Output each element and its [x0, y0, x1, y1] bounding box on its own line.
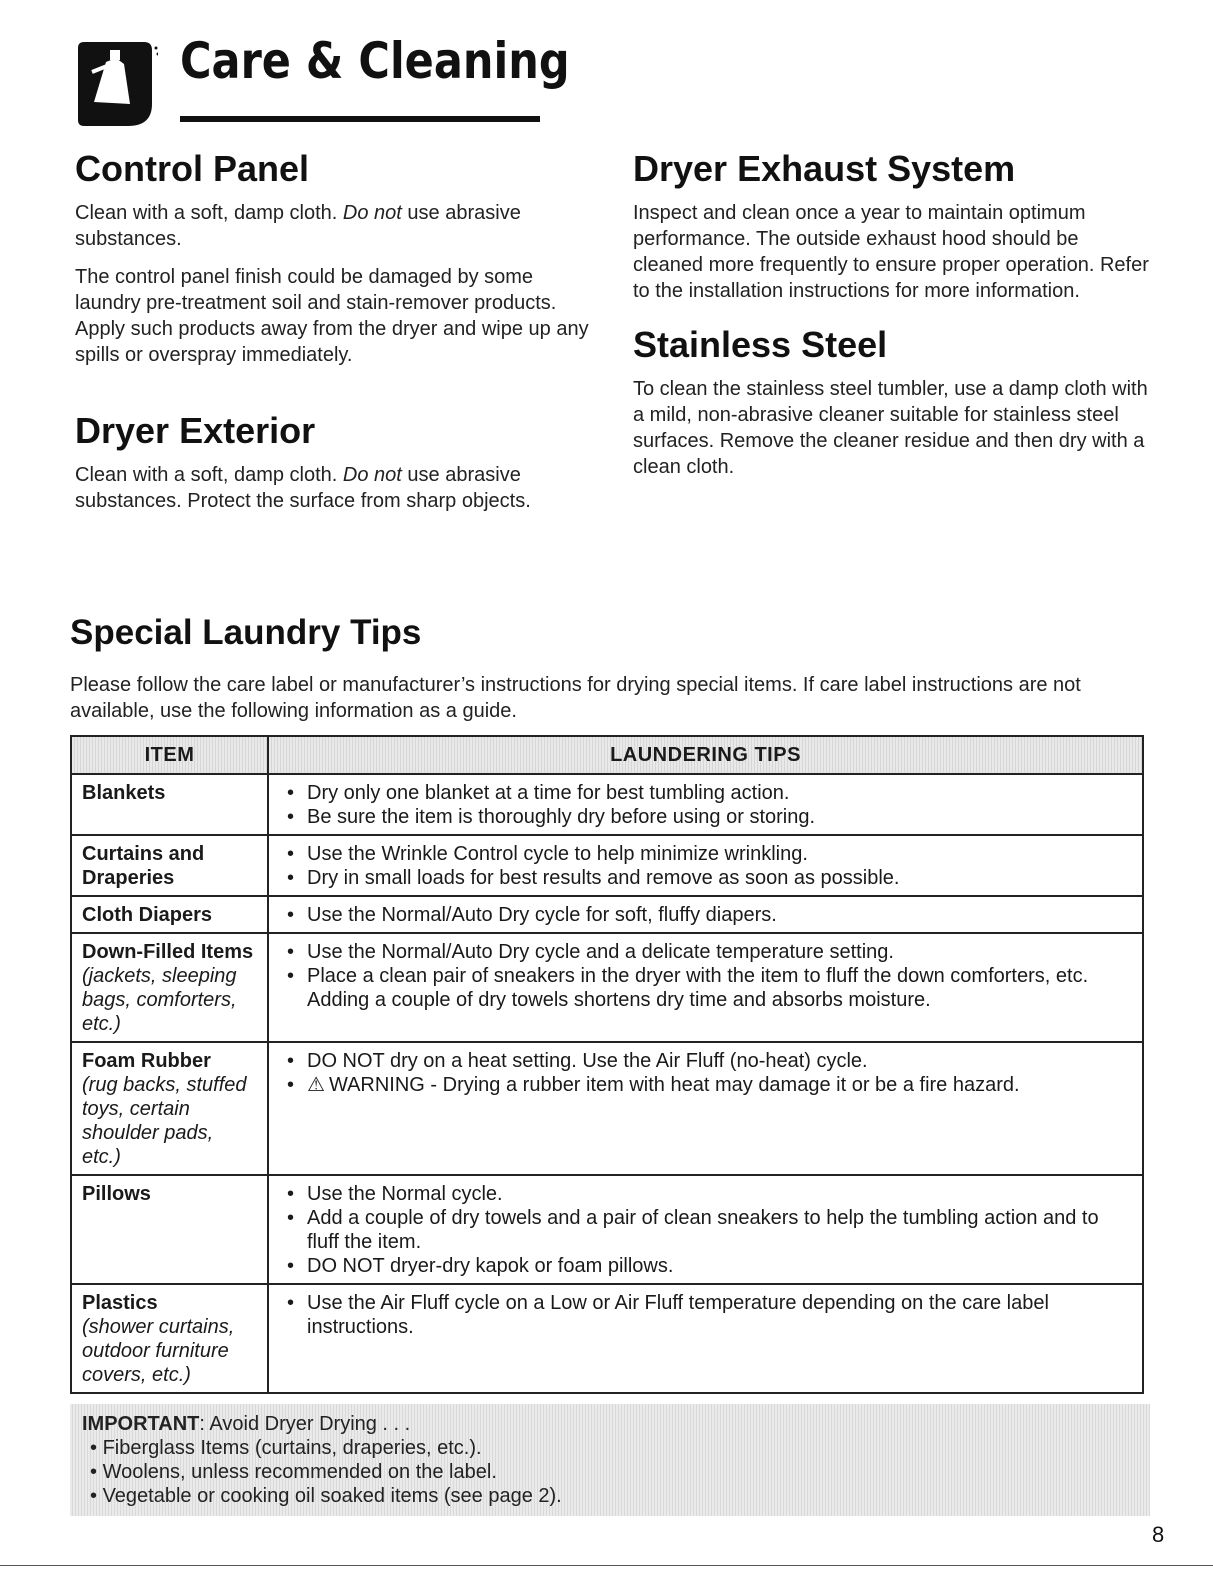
item-cell: [71, 896, 268, 933]
table-row: [71, 1042, 1143, 1175]
list-item: • Vegetable or cooking oil soaked items (see page 2).: [82, 1484, 1138, 1508]
item-note: (rug backs, stuffed toys, certain shoulder pads, etc.): [82, 1074, 247, 1168]
control-panel-heading: Control Panel: [75, 148, 310, 189]
list-item: [287, 1291, 1132, 1339]
tip-text: Use the Air Fluff cycle on a Low or Air Fluff temperature depending on the care label instructions.: [307, 1292, 1049, 1338]
stainless-steel-heading: Stainless Steel: [633, 323, 888, 365]
table-row: [71, 1284, 1143, 1393]
list-item: [287, 1182, 1132, 1206]
tip-text: Add a couple of dry towels and a pair of clean sneakers to help the tumbling action and to fluff the item.: [307, 1207, 1099, 1253]
page-title: Care & Cleaning: [180, 32, 570, 90]
item-name: Plastics: [82, 1292, 158, 1314]
item-name: Cloth Diapers: [82, 904, 213, 926]
tips-list: [279, 781, 1132, 829]
item-name: Curtains and Draperies: [82, 843, 205, 889]
list-item: [287, 805, 1132, 829]
control-panel-paragraph-2: The control panel finish could be damaged by some laundry pre-treatment soil and stain-remover products. Apply such products away from the dryer and wipe up any spills or overspray immediately.: [75, 265, 589, 366]
stainless-steel-paragraph: To clean the stainless steel tumbler, use a damp cloth with a mild, non-abrasive cleaner suitable for stainless steel surfaces. Remove the cleaner residue and then dry with a clean cloth.: [633, 377, 1148, 478]
item-name: Down-Filled Items: [82, 941, 254, 963]
list-item: [287, 940, 1132, 964]
list-item: [287, 1206, 1132, 1254]
item-name: Pillows: [82, 1183, 151, 1205]
tip-text: DO NOT dryer-dry kapok or foam pillows.: [307, 1255, 674, 1277]
list-item: [287, 903, 1132, 927]
bottom-divider: [0, 1565, 1213, 1566]
item-note: (jackets, sleeping bags, comforters, etc.): [82, 965, 237, 1035]
dryer-exhaust-paragraph: Inspect and clean once a year to maintain optimum performance. The outside exhaust hood should be cleaned more frequently to ensure proper operation. Refer to the installation instructions for more information.: [633, 201, 1149, 302]
special-tips-heading: Special Laundry Tips: [70, 613, 422, 652]
list-item: • Fiberglass Items (curtains, draperies, etc.).: [82, 1436, 1138, 1460]
tips-cell: [268, 835, 1143, 896]
item-cell: [71, 1284, 268, 1393]
tips-cell: [268, 774, 1143, 835]
spray-bottle-icon: [72, 42, 158, 128]
item-cell: [71, 1175, 268, 1284]
list-item: [287, 866, 1132, 890]
special-tips-intro: Please follow the care label or manufacturer’s instructions for drying special items. If care label instructions are not available, use the following information as a guide.: [70, 674, 1081, 722]
tips-cell: [268, 896, 1143, 933]
tip-text: Use the Normal cycle.: [307, 1183, 503, 1205]
tips-list: [279, 1291, 1132, 1339]
tips-cell: [268, 1042, 1143, 1175]
dryer-exhaust-heading: Dryer Exhaust System: [633, 148, 1016, 189]
list-item: [287, 842, 1132, 866]
tips-list: [279, 842, 1132, 890]
table-row: [71, 774, 1143, 835]
item-cell: [71, 835, 268, 896]
column-header-tips: LAUNDERING TIPS: [268, 736, 1143, 774]
item-cell: [71, 1042, 268, 1175]
dryer-exterior-paragraph: Clean with a soft, damp cloth. Do not use abrasive substances. Protect the surface from sharp objects.: [75, 463, 531, 512]
tips-list: [279, 903, 1132, 927]
tips-cell: [268, 933, 1143, 1042]
tip-text: Use the Normal/Auto Dry cycle and a delicate temperature setting.: [307, 941, 894, 963]
important-notice: [70, 1404, 1150, 1516]
item-note: (shower curtains, outdoor furniture covers, etc.): [82, 1316, 235, 1386]
tips-list: [279, 1049, 1132, 1097]
item-name: Blankets: [82, 782, 166, 804]
important-list: [82, 1436, 1138, 1508]
list-item: [287, 1049, 1132, 1073]
list-item: [287, 1254, 1132, 1278]
right-column: [633, 150, 1153, 492]
tip-text: Use the Wrinkle Control cycle to help minimize wrinkling.: [307, 843, 808, 865]
tip-text: Dry in small loads for best results and remove as soon as possible.: [307, 867, 900, 889]
tip-text: Place a clean pair of sneakers in the dryer with the item to fluff the down comforters, etc. Adding a couple of dry towels shortens dry time and absorbs moisture.: [307, 965, 1089, 1011]
tip-text: WARNING - Drying a rubber item with heat may damage it or be a fire hazard.: [328, 1074, 1020, 1096]
table-row: [71, 835, 1143, 896]
laundry-tips-table: [70, 735, 1144, 1394]
page-number: 8: [1152, 1522, 1165, 1547]
item-cell: [71, 933, 268, 1042]
tips-cell: [268, 1284, 1143, 1393]
important-heading: IMPORTANT: Avoid Dryer Drying . . .: [82, 1413, 411, 1435]
tip-text: Dry only one blanket at a time for best tumbling action.: [307, 782, 790, 804]
table-row: [71, 1175, 1143, 1284]
tip-text: Be sure the item is thoroughly dry before using or storing.: [307, 806, 816, 828]
list-item: [287, 964, 1132, 1012]
title-underline: [180, 116, 540, 122]
list-item: [287, 781, 1132, 805]
warning-icon: ⚠: [307, 1074, 325, 1096]
tips-list: [279, 1182, 1132, 1278]
item-cell: [71, 774, 268, 835]
list-item: [287, 1073, 1132, 1097]
item-name: Foam Rubber: [82, 1050, 211, 1072]
dryer-exterior-heading: Dryer Exterior: [75, 409, 316, 451]
table-header-row: [71, 736, 1143, 774]
tip-text: Use the Normal/Auto Dry cycle for soft, fluffy diapers.: [307, 904, 777, 926]
tips-list: [279, 940, 1132, 1012]
tips-cell: [268, 1175, 1143, 1284]
column-header-item: ITEM: [71, 736, 268, 774]
table-row: [71, 933, 1143, 1042]
list-item: • Woolens, unless recommended on the label.: [82, 1460, 1138, 1484]
table-row: [71, 896, 1143, 933]
tip-text: DO NOT dry on a heat setting. Use the Air Fluff (no-heat) cycle.: [307, 1050, 868, 1072]
control-panel-paragraph-1: Clean with a soft, damp cloth. Do not use abrasive substances.: [75, 201, 521, 250]
left-column: [75, 150, 595, 526]
